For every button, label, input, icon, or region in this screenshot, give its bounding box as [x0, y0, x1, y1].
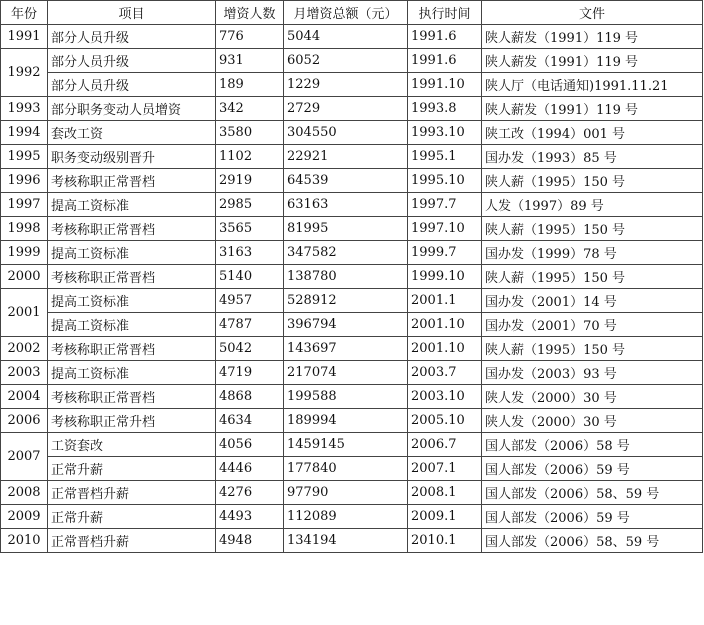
file-cell: 陕人发（2000）30 号 — [482, 409, 703, 433]
time-cell: 2003.10 — [408, 385, 482, 409]
amount-cell: 217074 — [284, 361, 408, 385]
time-cell: 1995.10 — [408, 169, 482, 193]
file-cell: 陕人薪发（1991）119 号 — [482, 97, 703, 121]
time-cell: 2010.1 — [408, 529, 482, 553]
year-cell: 2003 — [1, 361, 48, 385]
year-cell: 1997 — [1, 193, 48, 217]
file-cell: 国办发（2003）93 号 — [482, 361, 703, 385]
count-cell: 3580 — [216, 121, 284, 145]
time-cell: 1997.10 — [408, 217, 482, 241]
project-cell: 提高工资标准 — [48, 313, 216, 337]
year-cell: 1994 — [1, 121, 48, 145]
header-file: 文件 — [482, 1, 703, 25]
time-cell: 1997.7 — [408, 193, 482, 217]
table-row — [1, 217, 703, 241]
file-cell: 国人部发（2006）59 号 — [482, 505, 703, 529]
count-cell: 4493 — [216, 505, 284, 529]
year-cell: 2009 — [1, 505, 48, 529]
table-row — [1, 433, 703, 457]
amount-cell: 81995 — [284, 217, 408, 241]
year-cell: 1991 — [1, 25, 48, 49]
amount-cell: 22921 — [284, 145, 408, 169]
table-row — [1, 457, 703, 481]
table-row — [1, 505, 703, 529]
file-cell: 陕人薪（1995）150 号 — [482, 217, 703, 241]
time-cell: 1999.7 — [408, 241, 482, 265]
file-cell: 人发（1997）89 号 — [482, 193, 703, 217]
table-row — [1, 529, 703, 553]
amount-cell: 112089 — [284, 505, 408, 529]
year-cell: 2000 — [1, 265, 48, 289]
header-year: 年份 — [1, 1, 48, 25]
project-cell: 考核称职正常晋档 — [48, 169, 216, 193]
count-cell: 4446 — [216, 457, 284, 481]
time-cell: 2008.1 — [408, 481, 482, 505]
amount-cell: 396794 — [284, 313, 408, 337]
amount-cell: 1229 — [284, 73, 408, 97]
project-cell: 考核称职正常晋档 — [48, 337, 216, 361]
file-cell: 陕人厅（电话通知)1991.11.21 — [482, 73, 703, 97]
time-cell: 1993.10 — [408, 121, 482, 145]
header-time: 执行时间 — [408, 1, 482, 25]
amount-cell: 199588 — [284, 385, 408, 409]
project-cell: 正常升薪 — [48, 505, 216, 529]
project-cell: 正常晋档升薪 — [48, 529, 216, 553]
table-row — [1, 289, 703, 313]
project-cell: 部分人员升级 — [48, 25, 216, 49]
time-cell: 1991.6 — [408, 49, 482, 73]
table-row — [1, 49, 703, 73]
table-row — [1, 193, 703, 217]
table-row — [1, 241, 703, 265]
count-cell: 4276 — [216, 481, 284, 505]
header-count: 增资人数 — [216, 1, 284, 25]
count-cell: 1102 — [216, 145, 284, 169]
time-cell: 1999.10 — [408, 265, 482, 289]
amount-cell: 1459145 — [284, 433, 408, 457]
amount-cell: 134194 — [284, 529, 408, 553]
time-cell: 1991.6 — [408, 25, 482, 49]
project-cell: 提高工资标准 — [48, 193, 216, 217]
count-cell: 931 — [216, 49, 284, 73]
project-cell: 套改工资 — [48, 121, 216, 145]
time-cell: 2007.1 — [408, 457, 482, 481]
year-cell: 2001 — [1, 289, 48, 337]
year-cell: 1999 — [1, 241, 48, 265]
amount-cell: 2729 — [284, 97, 408, 121]
project-cell: 提高工资标准 — [48, 241, 216, 265]
count-cell: 4787 — [216, 313, 284, 337]
file-cell: 陕工改（1994）001 号 — [482, 121, 703, 145]
year-cell: 2010 — [1, 529, 48, 553]
table-row — [1, 385, 703, 409]
table-row — [1, 265, 703, 289]
time-cell: 2003.7 — [408, 361, 482, 385]
count-cell: 5140 — [216, 265, 284, 289]
count-cell: 3163 — [216, 241, 284, 265]
count-cell: 3565 — [216, 217, 284, 241]
count-cell: 4634 — [216, 409, 284, 433]
year-cell: 1995 — [1, 145, 48, 169]
table-row — [1, 313, 703, 337]
count-cell: 4719 — [216, 361, 284, 385]
table-row — [1, 409, 703, 433]
project-cell: 正常升薪 — [48, 457, 216, 481]
year-cell: 2006 — [1, 409, 48, 433]
year-cell: 2002 — [1, 337, 48, 361]
file-cell: 陕人薪（1995）150 号 — [482, 265, 703, 289]
count-cell: 776 — [216, 25, 284, 49]
time-cell: 2006.7 — [408, 433, 482, 457]
table-row — [1, 121, 703, 145]
project-cell: 部分人员升级 — [48, 73, 216, 97]
table-row — [1, 337, 703, 361]
amount-cell: 5044 — [284, 25, 408, 49]
year-cell: 1992 — [1, 49, 48, 97]
time-cell: 2001.10 — [408, 313, 482, 337]
header-amount: 月增资总额（元） — [284, 1, 408, 25]
amount-cell: 6052 — [284, 49, 408, 73]
header-row — [1, 1, 703, 25]
count-cell: 4056 — [216, 433, 284, 457]
file-cell: 国人部发（2006）58 号 — [482, 433, 703, 457]
file-cell: 国人部发（2006）58、59 号 — [482, 481, 703, 505]
amount-cell: 347582 — [284, 241, 408, 265]
count-cell: 4948 — [216, 529, 284, 553]
project-cell: 部分职务变动人员增资 — [48, 97, 216, 121]
project-cell: 考核称职正常晋档 — [48, 385, 216, 409]
project-cell: 提高工资标准 — [48, 361, 216, 385]
time-cell: 1991.10 — [408, 73, 482, 97]
project-cell: 正常晋档升薪 — [48, 481, 216, 505]
project-cell: 考核称职正常升档 — [48, 409, 216, 433]
amount-cell: 138780 — [284, 265, 408, 289]
file-cell: 国办发（1999）78 号 — [482, 241, 703, 265]
file-cell: 国办发（1993）85 号 — [482, 145, 703, 169]
count-cell: 5042 — [216, 337, 284, 361]
table-row — [1, 145, 703, 169]
file-cell: 国办发（2001）14 号 — [482, 289, 703, 313]
file-cell: 国人部发（2006）58、59 号 — [482, 529, 703, 553]
time-cell: 2001.10 — [408, 337, 482, 361]
amount-cell: 177840 — [284, 457, 408, 481]
count-cell: 2919 — [216, 169, 284, 193]
file-cell: 国人部发（2006）59 号 — [482, 457, 703, 481]
amount-cell: 97790 — [284, 481, 408, 505]
time-cell: 1995.1 — [408, 145, 482, 169]
table-row — [1, 169, 703, 193]
year-cell: 1996 — [1, 169, 48, 193]
project-cell: 考核称职正常晋档 — [48, 265, 216, 289]
header-project: 项目 — [48, 1, 216, 25]
amount-cell: 189994 — [284, 409, 408, 433]
time-cell: 2009.1 — [408, 505, 482, 529]
table-row — [1, 481, 703, 505]
amount-cell: 528912 — [284, 289, 408, 313]
year-cell: 2004 — [1, 385, 48, 409]
file-cell: 陕人薪发（1991）119 号 — [482, 49, 703, 73]
file-cell: 陕人发（2000）30 号 — [482, 385, 703, 409]
file-cell: 陕人薪（1995）150 号 — [482, 337, 703, 361]
year-cell: 1998 — [1, 217, 48, 241]
amount-cell: 63163 — [284, 193, 408, 217]
file-cell: 陕人薪（1995）150 号 — [482, 169, 703, 193]
amount-cell: 143697 — [284, 337, 408, 361]
project-cell: 工资套改 — [48, 433, 216, 457]
project-cell: 提高工资标准 — [48, 289, 216, 313]
time-cell: 2005.10 — [408, 409, 482, 433]
count-cell: 342 — [216, 97, 284, 121]
year-cell: 1993 — [1, 97, 48, 121]
file-cell: 国办发（2001）70 号 — [482, 313, 703, 337]
year-cell: 2007 — [1, 433, 48, 481]
table-row — [1, 73, 703, 97]
amount-cell: 64539 — [284, 169, 408, 193]
count-cell: 4868 — [216, 385, 284, 409]
time-cell: 1993.8 — [408, 97, 482, 121]
amount-cell: 304550 — [284, 121, 408, 145]
year-cell: 2008 — [1, 481, 48, 505]
table-row — [1, 361, 703, 385]
project-cell: 考核称职正常晋档 — [48, 217, 216, 241]
time-cell: 2001.1 — [408, 289, 482, 313]
file-cell: 陕人薪发（1991）119 号 — [482, 25, 703, 49]
project-cell: 职务变动级别晋升 — [48, 145, 216, 169]
count-cell: 189 — [216, 73, 284, 97]
table-row — [1, 97, 703, 121]
project-cell: 部分人员升级 — [48, 49, 216, 73]
count-cell: 4957 — [216, 289, 284, 313]
count-cell: 2985 — [216, 193, 284, 217]
table-row — [1, 25, 703, 49]
